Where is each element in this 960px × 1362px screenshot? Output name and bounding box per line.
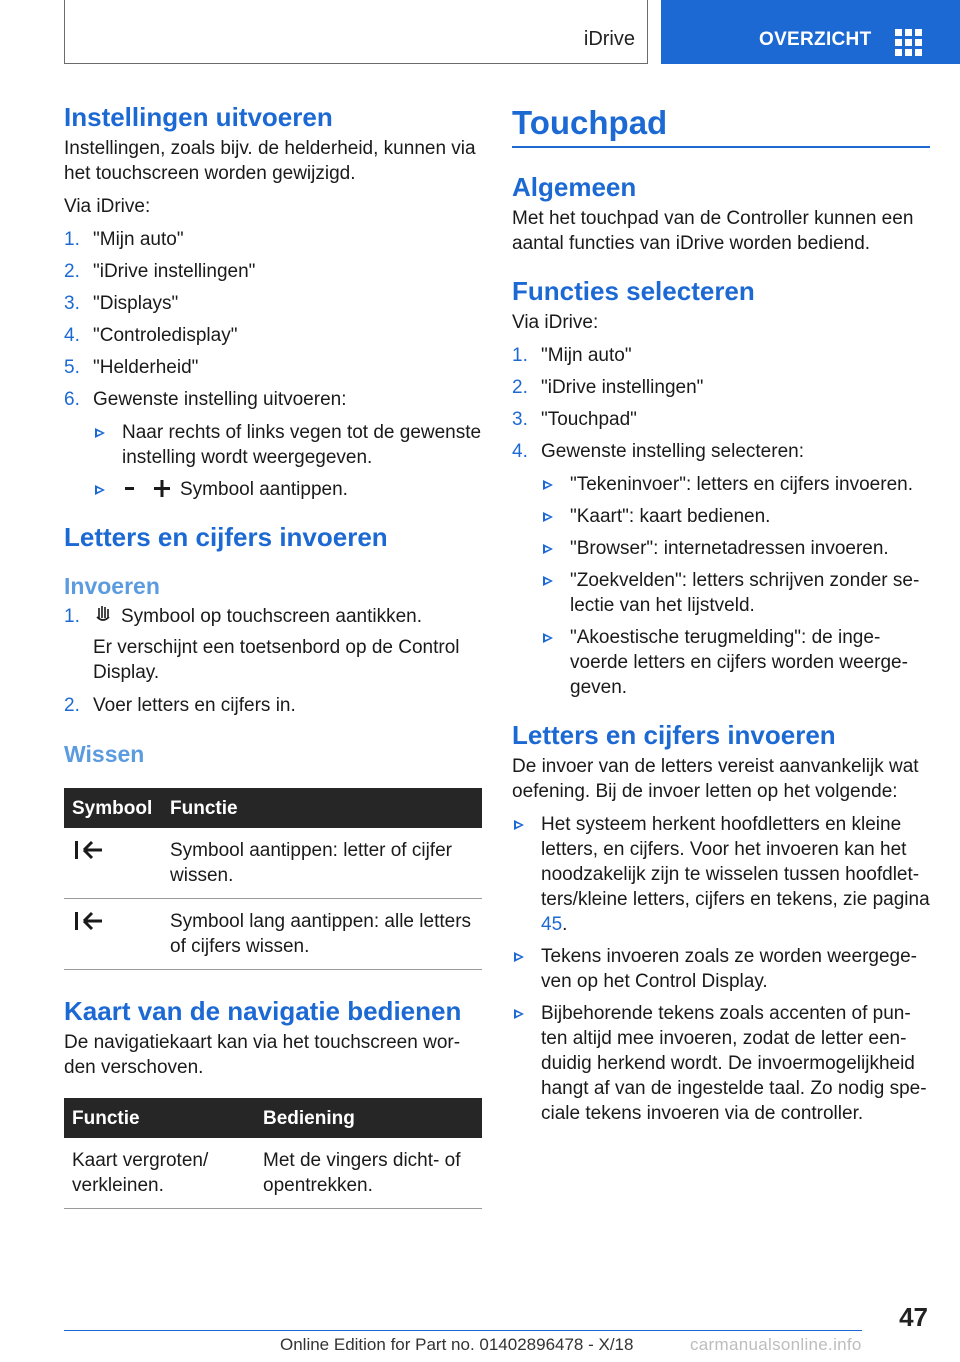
functions-substeps — [541, 472, 930, 700]
backspace-icon — [72, 838, 108, 862]
functions-steps — [512, 343, 930, 700]
footer-divider — [64, 1330, 862, 1331]
list-item: 3. "Touchpad" — [512, 409, 637, 430]
delete-table — [64, 788, 482, 970]
triangle-bullet-icon — [95, 428, 105, 438]
list-item: "Tekeninvoer": letters en cijfers invoeren. — [541, 472, 930, 497]
letters-heading: Letters en cijfers invoeren — [64, 522, 388, 552]
list-item: 1. "Mijn auto" — [64, 229, 184, 250]
list-item: 1. Symbool op touchscreen aantikken. Er verschijnt een toetsenbord op de Control Display. — [64, 604, 482, 685]
input-subheading: Invoeren — [64, 573, 160, 599]
list-item: 1. "Mijn auto" — [512, 345, 632, 366]
touchpad-letters-intro: De invoer van de letters vereist aanvankelijk wat oefening. Bij de invoer letten op het volgende: — [512, 756, 919, 802]
header-section-title: iDrive — [583, 28, 635, 50]
footer-edition: Online Edition for Part no. 01402896478 - X/18 — [280, 1335, 634, 1354]
input-step-note: Er verschijnt een toetsenbord op de Control Display. — [93, 637, 460, 683]
table-row: Kaart vergroten/ verkleinen. Met de vingers dicht- of opentrekken. — [64, 1138, 482, 1209]
functions-via: Via iDrive: — [512, 312, 599, 333]
settings-substeps — [93, 420, 482, 502]
touchpad-letters-bullets — [512, 812, 930, 1126]
overview-nav-label: OVERZICHT — [759, 29, 872, 50]
left-column — [64, 100, 482, 1209]
settings-steps — [64, 227, 482, 502]
triangle-bullet-icon — [514, 1009, 524, 1019]
input-steps — [64, 604, 482, 718]
settings-heading: Instellingen uitvoeren — [64, 102, 333, 132]
page-reference-link[interactable]: 45 — [541, 914, 563, 935]
keyboard-touch-icon — [93, 604, 115, 624]
list-item: 4. Gewenste instelling selecteren: "Tekeninvoer": letters en cijfers invoeren. "Kaart": kaart bedienen. "Browser": internetadressen invoeren. "Zoekvelden": letters schrijven zonder selectie van het lijstveld. "Akoestische terugmelding": de ingevoerde letters en cijfers worden weergegeven. — [512, 439, 930, 700]
list-item: 4. "Controledisplay" — [64, 325, 238, 346]
list-item: 2. Voer letters en cijfers in. — [64, 695, 296, 716]
triangle-bullet-icon — [514, 952, 524, 962]
table-header: Functie — [64, 1098, 255, 1138]
minus-plus-icon — [122, 479, 174, 497]
list-item: 5. "Helderheid" — [64, 357, 199, 378]
general-heading: Algemeen — [512, 172, 637, 202]
list-item: Symbool aantippen. — [93, 477, 482, 502]
general-text: Met het touchpad van de Controller kunnen een aantal functies van iDrive worden bediend. — [512, 208, 914, 254]
touchpad-letters-heading: Letters en cijfers invoeren — [512, 720, 836, 750]
footer-watermark: carmanualsonline.info — [690, 1335, 862, 1354]
list-item: 2. "iDrive instellingen" — [64, 261, 256, 282]
table-row: Symbool aantippen: letter of cijfer wissen. — [64, 828, 482, 899]
backspace-icon — [72, 909, 108, 933]
triangle-bullet-icon — [543, 512, 553, 522]
list-item: 3. "Displays" — [64, 293, 179, 314]
table-header: Bediening — [255, 1098, 482, 1138]
grid-menu-icon — [895, 29, 922, 54]
triangle-bullet-icon — [514, 820, 524, 830]
list-item: Het systeem herkent hoofdletters en kleine letters, en cijfers. Voor het invoeren kan het noodzakelijk zijn te wisselen tussen hoofdletters/kleine letters, cijfers en tekens, zie pagina 45. — [512, 812, 930, 937]
triangle-bullet-icon — [543, 480, 553, 490]
map-intro: De navigatiekaart kan via het touchscreen worden verschoven. — [64, 1032, 461, 1078]
triangle-bullet-icon — [543, 633, 553, 643]
map-table — [64, 1098, 482, 1209]
overview-nav-button[interactable] — [661, 0, 960, 64]
list-item: "Browser": internetadressen invoeren. — [541, 536, 930, 561]
list-item: Bijbehorende tekens zoals accenten of punten altijd mee invoeren, zodat de letter eenduidig herkend wordt. De invoermogelijkheid hangt af van de ingestelde taal. Zo nodig speciale tekens invoeren via de controller. — [512, 1001, 930, 1126]
list-item: Tekens invoeren zoals ze worden weergegeven op het Control Display. — [512, 944, 930, 994]
page-number: 47 — [899, 1302, 928, 1332]
table-header: Symbool — [64, 788, 162, 828]
table-header: Functie — [162, 788, 482, 828]
list-item: "Kaart": kaart bedienen. — [541, 504, 930, 529]
triangle-bullet-icon — [543, 576, 553, 586]
header-section-box — [64, 0, 648, 64]
list-item: "Akoestische terugmelding": de ingevoerde letters en cijfers worden weergegeven. — [541, 625, 930, 700]
settings-intro: Instellingen, zoals bijv. de helderheid, kunnen via het touchscreen worden gewijzigd. — [64, 138, 476, 184]
table-row: Symbool lang aantippen: alle letters of cijfers wissen. — [64, 899, 482, 970]
delete-subheading: Wissen — [64, 741, 145, 767]
touchpad-title: Touchpad — [512, 104, 668, 141]
triangle-bullet-icon — [543, 544, 553, 554]
list-item: "Zoekvelden": letters schrijven zonder selectie van het lijstveld. — [541, 568, 930, 618]
list-item: 2. "iDrive instellingen" — [512, 377, 704, 398]
triangle-bullet-icon — [95, 485, 105, 495]
map-heading: Kaart van de navigatie bedienen — [64, 996, 462, 1026]
list-item: 6. Gewenste instelling uitvoeren: Naar rechts of links vegen tot de gewenste instelling wordt weergegeven. Symbool aantippen. — [64, 389, 482, 500]
list-item: Naar rechts of links vegen tot de gewenste instelling wordt weergegeven. — [93, 420, 482, 470]
right-column — [512, 100, 930, 1133]
settings-via: Via iDrive: — [64, 196, 151, 217]
functions-heading: Functies selecteren — [512, 276, 755, 306]
